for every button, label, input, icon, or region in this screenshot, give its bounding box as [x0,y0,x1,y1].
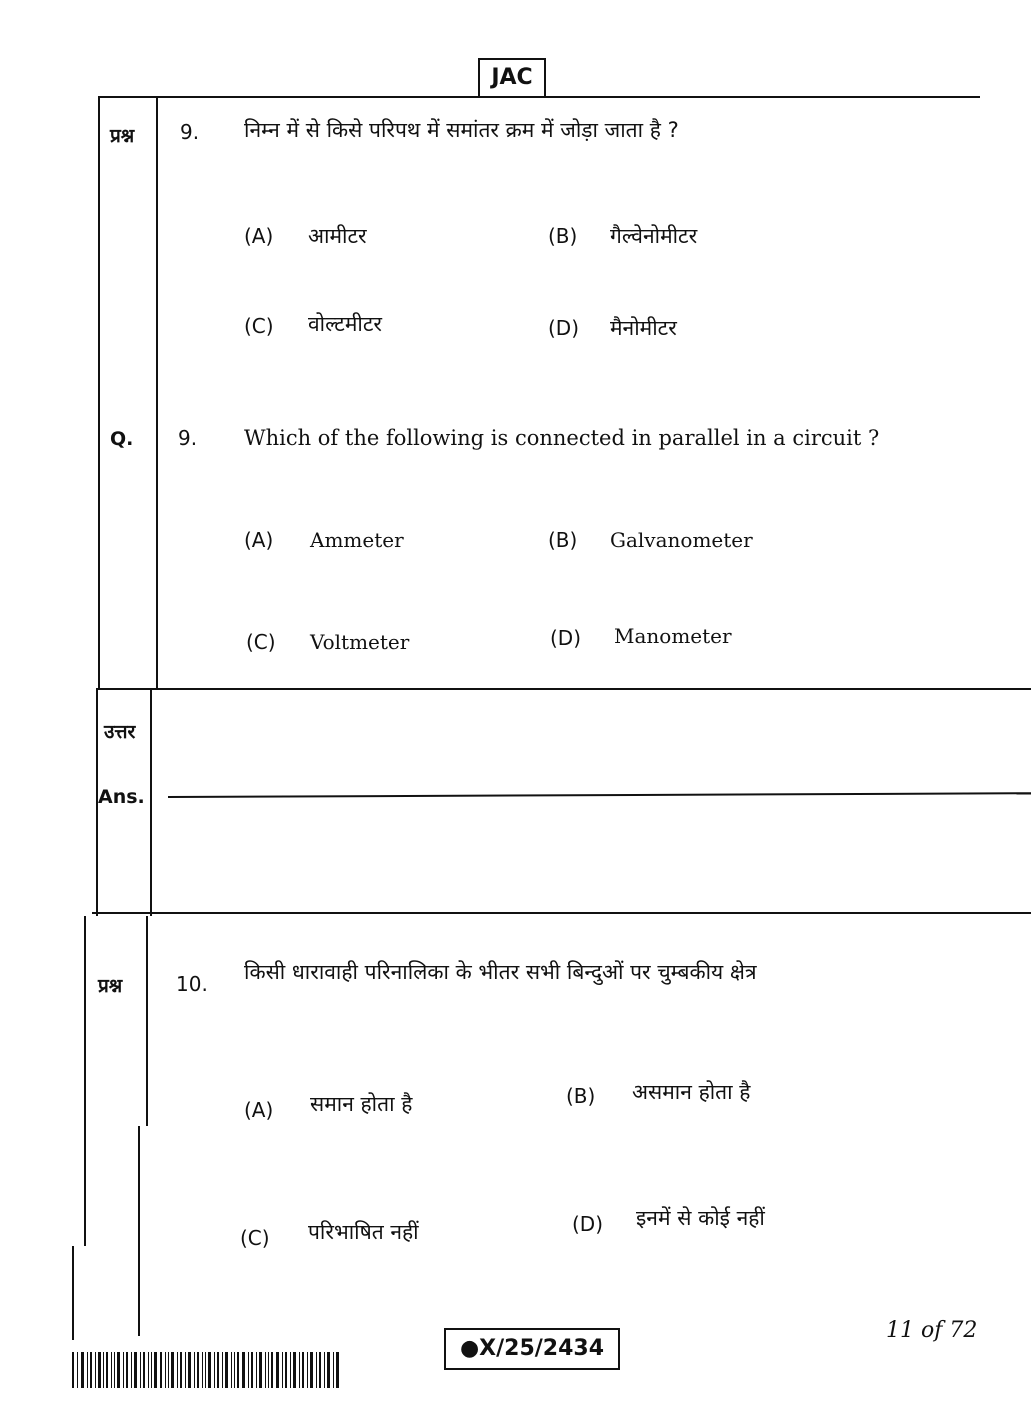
option-text: Manometer [614,624,732,648]
option-letter: (C) [240,1226,270,1250]
column-divider-lower [146,916,148,1126]
barcode-image [72,1352,340,1388]
paper-code: ●X/25/2434 [444,1328,620,1370]
option-text: समान होता है [310,1092,413,1116]
question-label-hi: प्रश्न [98,975,123,997]
option-text: इनमें से कोई नहीं [636,1206,765,1230]
option-letter: (D) [548,316,580,340]
option-text: आमीटर [308,224,367,248]
left-border-bottom [72,1246,74,1340]
column-divider-bottom [138,1126,140,1336]
question-text-en: Which of the following is connected in parallel in a circuit ? [244,426,880,450]
option-text: मैनोमीटर [610,316,677,340]
question-label-hi: प्रश्न [110,125,135,147]
question-text-hi: निम्न में से किसे परिपथ में समांतर क्रम में जोड़ा जाता है ? [244,118,679,142]
question-label-en: Q. [110,428,134,450]
board-label: JAC [478,58,546,98]
answer-label-hi: उत्तर [104,721,136,743]
question-number: 9. [178,426,198,450]
option-letter: (D) [550,626,582,650]
column-divider-upper [156,98,158,688]
option-letter: (C) [246,630,276,654]
question-number: 9. [180,120,200,144]
option-letter: (D) [572,1212,604,1236]
column-divider-answer [150,690,152,916]
option-text: परिभाषित नहीं [308,1220,419,1244]
answer-writing-line [168,792,1031,798]
page-number: 11 of 72 [886,1318,978,1343]
answer-section-bottom-rule [92,912,1031,914]
option-letter: (B) [548,528,578,552]
option-text: वोल्टमीटर [308,312,383,336]
option-letter: (A) [244,1098,274,1122]
top-rule [100,96,980,98]
option-text: Ammeter [310,528,404,552]
option-letter: (B) [566,1084,596,1108]
option-letter: (A) [244,528,274,552]
option-text: Voltmeter [310,630,410,654]
question-text-hi: किसी धारावाही परिनालिका के भीतर सभी बिन्दुओं पर चुम्बकीय क्षेत्र [244,960,757,984]
answer-label-en: Ans. [98,786,145,808]
option-letter: (A) [244,224,274,248]
left-border-lower [84,916,86,1246]
option-text: असमान होता है [632,1080,751,1104]
answer-section-top-rule [96,688,1031,690]
option-letter: (C) [244,314,274,338]
option-text: गैल्वेनोमीटर [610,224,698,248]
option-letter: (B) [548,224,578,248]
question-number: 10. [176,972,208,996]
left-border-upper [98,96,100,688]
option-text: Galvanometer [610,528,753,552]
